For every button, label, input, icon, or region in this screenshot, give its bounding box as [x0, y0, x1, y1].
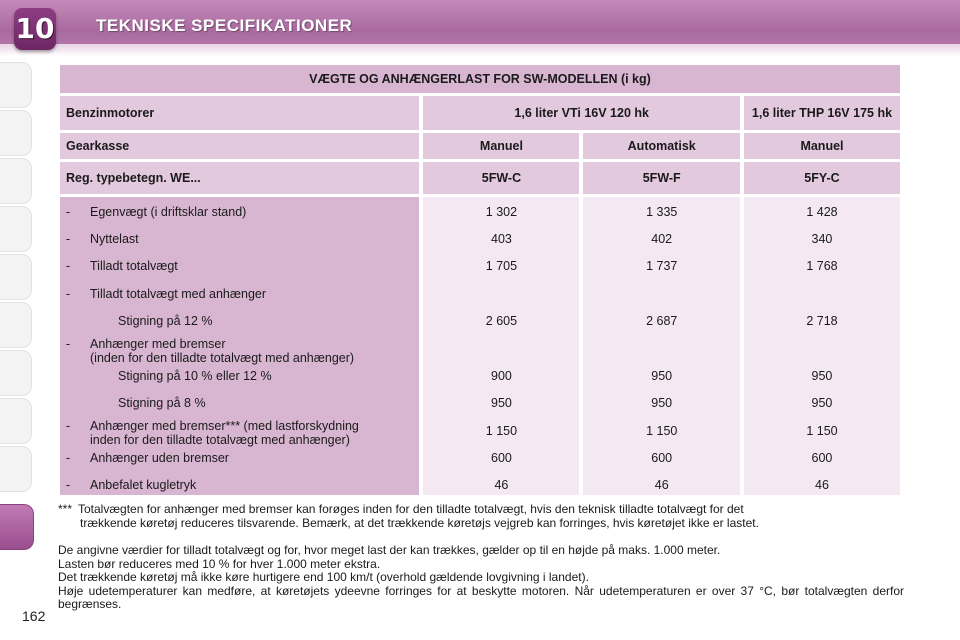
- gearbox-value: Automatisk: [583, 133, 739, 159]
- row-dash: -: [66, 337, 71, 351]
- engine-label: Benzinmotorer: [60, 96, 419, 130]
- table-row: [66, 314, 413, 328]
- row-label-text: Tilladt totalvægt med anhænger: [90, 287, 267, 301]
- row-label-text: Stigning på 10 % eller 12 %: [118, 369, 272, 383]
- chapter-tab[interactable]: [0, 206, 32, 252]
- table-row: [66, 232, 413, 246]
- type-value: 5FW-C: [423, 162, 579, 194]
- row-label-text: Anbefalet kugletryk: [90, 478, 197, 492]
- chapter-tabs: [0, 62, 40, 562]
- row-label-text: inden for den tilladte totalvægt med anhænger): [90, 433, 350, 447]
- data-labels: [60, 197, 419, 495]
- footnote-line2: trækkende køretøj reduceres tilsvarende. Bemærk, at det trækkende køretøjs vejgreb kan forringes, hvis køretøjet ikke er lastet.: [80, 515, 759, 530]
- row-label: [90, 232, 413, 246]
- gearbox-row: [60, 133, 900, 159]
- note-line: Det trækkende køretøj må ikke køre hurtigere end 100 km/t (overhold gældende lovgivning i landet).: [58, 570, 589, 584]
- row-label-text: Stigning på 12 %: [118, 314, 213, 328]
- row-label: [90, 369, 413, 383]
- row-value: 600: [651, 451, 673, 465]
- chapter-tab[interactable]: [0, 254, 32, 300]
- row-value: 1 335: [646, 205, 678, 219]
- row-label-text: (inden for den tilladte totalvægt med anhænger): [90, 351, 355, 365]
- row-value: 1 768: [806, 259, 838, 273]
- chapter-badge: 10: [14, 8, 56, 50]
- row-value: 1 150: [646, 424, 678, 438]
- header-band: [0, 44, 960, 56]
- row-value: 2 718: [806, 314, 838, 328]
- row-dash: -: [66, 205, 71, 219]
- chapter-tab[interactable]: [0, 110, 32, 156]
- spec-table: [56, 62, 904, 498]
- row-label-text: Anhænger med bremser*** (med lastforskydning: [90, 419, 359, 433]
- row-label-text: Stigning på 8 %: [118, 396, 206, 410]
- row-value: 600: [491, 451, 512, 465]
- row-value: 950: [811, 396, 833, 410]
- row-value: 950: [491, 396, 512, 410]
- table-row: [66, 419, 413, 447]
- data-block: [60, 197, 900, 495]
- row-value: 1 705: [485, 259, 518, 273]
- row-dash: -: [66, 259, 71, 273]
- row-value: 1 428: [806, 205, 838, 219]
- type-row: [60, 162, 900, 194]
- row-value: 46: [654, 478, 669, 492]
- row-dash: -: [66, 419, 71, 433]
- engine-col3: 1,6 liter THP 16V 175 hk: [744, 96, 900, 130]
- table-title: VÆGTE OG ANHÆNGERLAST FOR SW-MODELLEN (i kg): [60, 65, 900, 93]
- row-value: 2 605: [485, 314, 518, 328]
- row-value: 1 150: [806, 424, 838, 438]
- row-dash: -: [66, 287, 71, 301]
- chapter-tab-active[interactable]: [0, 504, 34, 550]
- row-value: 402: [651, 232, 673, 246]
- row-label: [90, 419, 413, 447]
- row-label-text: Anhænger uden bremser: [90, 451, 229, 465]
- row-dash: -: [66, 232, 71, 246]
- gearbox-value: Manuel: [423, 133, 579, 159]
- row-label: [90, 478, 413, 492]
- row-label-text: Tilladt totalvægt: [90, 259, 178, 273]
- chapter-tab[interactable]: [0, 302, 32, 348]
- row-value: 340: [811, 232, 833, 246]
- footnote-line1: Totalvægten for anhænger med bremser kan forøges inden for den tilladte totalvægt, hvis den teknisk tilladte totalvægt for det: [78, 502, 744, 516]
- engine-row: [60, 96, 900, 130]
- page-number: 162: [22, 608, 46, 624]
- engine-col1: 1,6 liter VTi 16V 120 hk: [423, 96, 740, 130]
- row-label-text: Nyttelast: [90, 232, 139, 246]
- row-dash: -: [66, 451, 71, 465]
- row-label: [90, 314, 413, 328]
- row-value: 950: [651, 396, 673, 410]
- table-row: [66, 396, 413, 410]
- row-label: [90, 396, 413, 410]
- table-row: [66, 451, 413, 465]
- row-value: 2 687: [646, 314, 678, 328]
- row-label: [90, 337, 413, 365]
- row-value: 403: [491, 232, 512, 246]
- table-row: [66, 287, 413, 301]
- notes: [58, 544, 904, 612]
- note-line: Lasten bør reduceres med 10 % for hver 1.000 meter ekstra.: [58, 556, 381, 571]
- page-header: [0, 0, 960, 56]
- note-line: Høje udetemperaturer kan medføre, at køretøjets ydeevne forringes for at beskytte motoren. Når udetemperaturen er over 37 °C, bør totalvægten derfor begrænses.: [58, 583, 904, 611]
- footnote: [58, 503, 904, 530]
- type-value: 5FY-C: [744, 162, 900, 194]
- row-value: 600: [811, 451, 833, 465]
- type-value: 5FW-F: [583, 162, 739, 194]
- type-label: Reg. typebetegn. WE...: [60, 162, 419, 194]
- row-label: [90, 451, 413, 465]
- row-label-text: Egenvægt (i driftsklar stand): [90, 205, 247, 219]
- table-row: [66, 337, 413, 365]
- row-value: 950: [811, 369, 833, 383]
- gearbox-value: Manuel: [744, 133, 900, 159]
- data-column-2: [583, 197, 739, 495]
- chapter-tab[interactable]: [0, 398, 32, 444]
- data-column-1: [423, 197, 579, 495]
- row-value: 46: [815, 478, 829, 492]
- row-value: 900: [491, 369, 512, 383]
- table-row: [66, 478, 413, 492]
- data-column-3: [744, 197, 900, 495]
- row-value: 1 302: [485, 205, 518, 219]
- chapter-tab[interactable]: [0, 446, 32, 492]
- row-value: 46: [494, 478, 509, 492]
- row-value: 1 150: [485, 424, 518, 438]
- footnote-marker: ***: [58, 502, 73, 516]
- chapter-tab[interactable]: [0, 62, 32, 108]
- chapter-tab[interactable]: [0, 350, 32, 396]
- table-row: [66, 259, 413, 273]
- gearbox-label: Gearkasse: [60, 133, 419, 159]
- row-label-text: Anhænger med bremser: [90, 337, 226, 351]
- table-row: [66, 369, 413, 383]
- row-label: [90, 287, 413, 301]
- note-line: De angivne værdier for tilladt totalvægt og for, hvor meget last der kan trækkes, gælder op til en højde på maks. 1.000 meter.: [58, 543, 721, 557]
- row-label: [90, 259, 413, 273]
- row-value: 950: [651, 369, 673, 383]
- page-title: TEKNISKE SPECIFIKATIONER: [96, 16, 353, 35]
- row-value: 1 737: [646, 259, 678, 273]
- table-row: [66, 205, 413, 219]
- row-label: [90, 205, 413, 219]
- chapter-tab[interactable]: [0, 158, 32, 204]
- row-dash: -: [66, 478, 71, 492]
